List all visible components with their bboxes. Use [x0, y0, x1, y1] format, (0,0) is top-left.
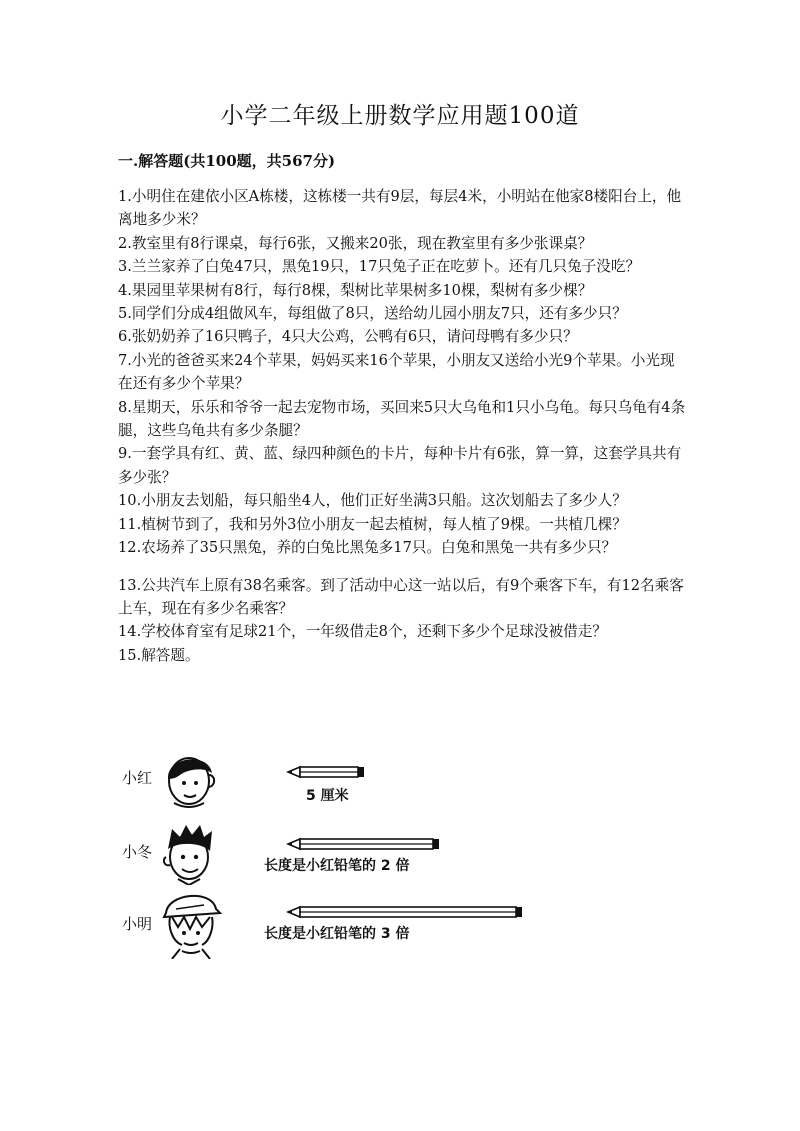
- child-name: 小红: [122, 769, 153, 787]
- question-3: 3.兰兰家养了白兔47只，黑兔19只，17只兔子正在吃萝卜。还有几只兔子没吃？: [118, 258, 641, 276]
- pencil-figure: [118, 745, 478, 975]
- figure-row-xiaohong: [118, 745, 478, 815]
- pencil-caption: 长度是小红铅笔的 3 倍: [264, 926, 410, 942]
- pencil-icon: [286, 905, 524, 919]
- section-heading: 一.解答题(共100题，共567分): [118, 152, 336, 170]
- figure-row-xiaodong: [118, 819, 478, 889]
- question-4: 4.果园里苹果树有8行，每行8棵，梨树比苹果树多10棵，梨树有多少棵？: [118, 281, 593, 299]
- child-face-icon: [158, 887, 224, 959]
- question-2: 2.教室里有8行课桌，每行6张，又搬来20张，现在教室里有多少张课桌？: [118, 234, 593, 252]
- question-12: 12.农场养了35只黑兔，养的白兔比黑兔多17只。白兔和黑兔一共有多少只？: [118, 539, 617, 557]
- question-10: 10.小朋友去划船，每只船坐4人，他们正好坐满3只船。这次划船去了多少人？: [118, 492, 627, 510]
- pencil-icon: [286, 765, 366, 779]
- question-14: 14.学校体育室有足球21个，一年级借走8个，还剩下多少个足球没被借走？: [118, 623, 607, 641]
- child-face-icon: [158, 745, 220, 809]
- figure-row-xiaoming: [118, 891, 478, 961]
- child-name: 小明: [122, 915, 153, 933]
- child-name: 小冬: [122, 843, 153, 861]
- child-face-icon: [158, 819, 220, 885]
- question-6: 6.张奶奶养了16只鸭子，4只大公鸡，公鸭有6只，请问母鸭有多少只？: [118, 328, 578, 346]
- question-11: 11.植树节到了，我和另外3位小朋友一起去植树，每人植了9棵。一共植几棵？: [118, 515, 627, 533]
- question-5: 5.同学们分成4组做风车，每组做了8只，送给幼儿园小朋友7只，还有多少只？: [118, 305, 627, 323]
- pencil-icon: [286, 837, 441, 851]
- question-13: 13.公共汽车上原有38名乘客。到了活动中心这一站以后，有9个乘客下车，有12名乘客上车，现在有多少名乘客？: [118, 576, 684, 617]
- question-list: [118, 185, 688, 667]
- question-8: 8.星期天，乐乐和爷爷一起去宠物市场，买回来5只大乌龟和1只小乌龟。每只乌龟有4条腿，这些乌龟共有多少条腿？: [118, 398, 686, 440]
- question-7: 7.小光的爸爸买来24个苹果，妈妈买来16个苹果，小朋友又送给小光9个苹果。小光现在还有多少个苹果？: [118, 351, 675, 393]
- question-9: 9.一套学具有红、黄、蓝、绿四种颜色的卡片，每种卡片有6张，算一算，这套学具共有多少张？: [118, 445, 682, 486]
- pencil-caption: 长度是小红铅笔的 2 倍: [264, 858, 410, 874]
- question-15: 15.解答题。: [118, 646, 200, 664]
- page-title: 小学二年级上册数学应用题100道: [220, 103, 580, 129]
- question-1: 1.小明住在建依小区A栋楼，这栋楼一共有9层，每层4米，小明站在他家8楼阳台上，他离地多少米？: [118, 188, 682, 229]
- pencil-caption: 5 厘米: [306, 788, 349, 804]
